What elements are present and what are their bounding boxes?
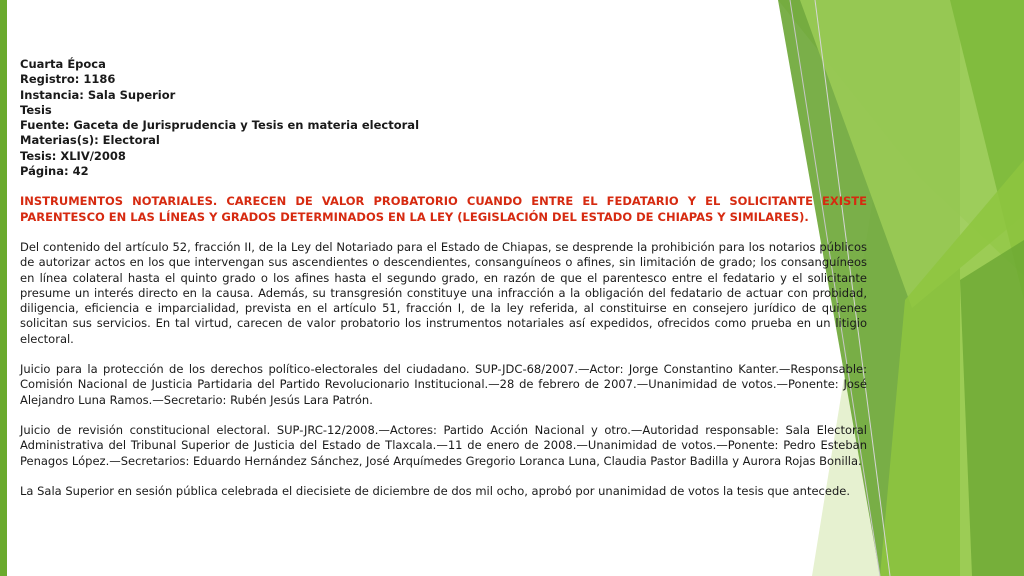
body-paragraph-1: Del contenido del artículo 52, fracción II, de la Ley del Notariado para el Estado de Chiapas, se desprende la prohibición para los notarios públicos de autorizar actos en los que intervengan sus ascendientes o descendientes, consanguíneos o afines, sin limitación de grado; los consanguíneos en línea colateral hasta el quinto grado o los afines hasta el segundo grado, en razón de que el parentesco entre el fedatario y el solicitante presume un interés directo en la causa. Además, su transgresión constituye una infracción a la obligación del fedatario de actuar con probidad, diligencia, eficiencia e imparcialidad, prevista en el artículo 51, fracción I, de la ley referida, al constituirse en consejero jurídico de quienes solicitan sus servicios. En tal virtud, carecen de valor probatorio los instrumentos notariales así expedidos, ofrecidos como prueba en un litigio electoral. <box>20 239 867 346</box>
approval-paragraph: La Sala Superior en sesión pública celebrada el diecisiete de diciembre de dos mil ocho, aprobó por unanimidad de votos la tesis que antecede. <box>20 483 850 498</box>
precedent-paragraph-1: Juicio para la protección de los derechos político-electorales del ciudadano. SUP-JDC-68/2007.—Actor: Jorge Constantino Kanter.—Responsable: Comisión Nacional de Justicia Partidaria del Partido Revolucionario Institucional.—28 de febrero de 2007.—Unanimidad de votos.—Ponente: José Alejandro Luna Ramos.—Secretario: Rubén Jesús Lara Patrón. <box>20 362 867 407</box>
tipo-line: Tesis <box>20 102 52 117</box>
tesis-line: Tesis: XLIV/2008 <box>20 148 126 163</box>
fuente-line: Fuente: Gaceta de Jurisprudencia y Tesis en materia electoral <box>20 118 420 133</box>
epoca-line: Cuarta Época <box>20 57 106 71</box>
thesis-heading: INSTRUMENTOS NOTARIALES. CARECEN DE VALOR PROBATORIO CUANDO ENTRE EL FEDATARIO Y EL SOLICITANTE EXISTE PARENTESCO EN LAS LÍNEAS Y GRADOS DETERMINADOS EN LA LEY (LEGISLACIÓN DEL ESTADO DE CHIAPAS Y SIMILARES). <box>20 194 867 224</box>
pagina-line: Página: 42 <box>20 164 89 179</box>
registro-line: Registro: 1186 <box>20 72 116 87</box>
thesis-document <box>20 57 867 499</box>
materias-line: Materias(s): Electoral <box>20 133 160 148</box>
instancia-line: Instancia: Sala Superior <box>20 87 176 102</box>
precedent-paragraph-2: Juicio de revisión constitucional electoral. SUP-JRC-12/2008.—Actores: Partido Acción Nacional y otro.—Autoridad responsable: Sala Electoral Administrativa del Tribunal Superior de Justicia del Estado de Tlaxcala.—11 de enero de 2008.—Unanimidad de votos.—Ponente: Pedro Esteban Penagos López.—Secretarios: Eduardo Hernández Sánchez, José Arquímedes Gregorio Loranca Luna, Claudia Pastor Badilla y Aurora Rojas Bonilla. <box>20 422 867 468</box>
